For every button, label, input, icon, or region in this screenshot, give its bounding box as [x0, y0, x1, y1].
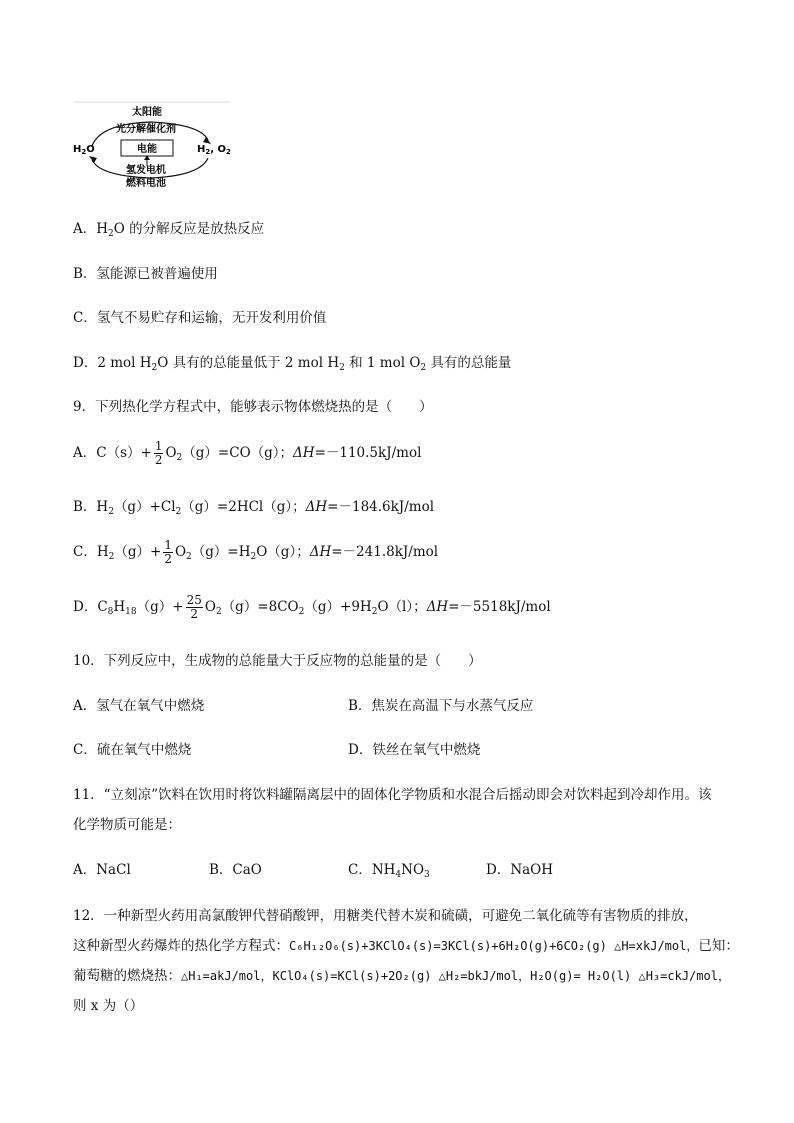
q11-option-c: C．$NH_4NO_3$ [348, 862, 430, 880]
energy-cycle-svg [70, 100, 240, 190]
q11-option-a: A．NaCl [73, 862, 131, 878]
q8-option-b: B．氢能源已被普遍使用 [73, 266, 218, 282]
q12-stem-line1: 12．一种新型火药用高氯酸钾代替硝酸钾，用糖类代替木炭和硫磺，可避免二氧化硫等有害物质的排放， [73, 908, 698, 924]
solar-label: 太阳能 [132, 107, 162, 118]
q11-stem-line1: 11．“立刻凉”饮料在饮用时将饮料罐隔离层中的固体化学物质和水混合后摇动即会对饮料起到冷却作用。该 [73, 787, 712, 803]
fraction: $\frac{1}{2}$ [164, 538, 172, 566]
q12-stem-line4: 则 x 为（） [73, 998, 144, 1014]
q9-stem: 9．下列热化学方程式中，能够表示物体燃烧热的是（ ） [73, 399, 433, 415]
q9-option-b: B．$H_2(g)+Cl_2(g)=2HCl(g)$；ΔH=－184.6kJ/mol [73, 499, 435, 517]
energy-cycle-diagram [70, 100, 240, 190]
q11-option-d: D．NaOH [486, 862, 554, 878]
q12-stem-line2: 这种新型火药爆炸的热化学方程式：C₆H₁₂O₆(s)+3KClO₄(s)=3KCl(s)+6H₂O(g)+6CO₂(g) △H=xkJ/mol，已知： [73, 938, 739, 954]
right-h2-o2-label: $H_2$, $O_2$ [197, 144, 231, 156]
q8-option-a: A．$H_2O$ 的分解反应是放热反应 [73, 221, 265, 239]
q9-option-c: C．$H_2(g)+$ $\frac{1}{2}$ $O_2(g)=H_2O(g)$；ΔH=－241.8kJ/mol [73, 538, 439, 566]
electricity-label: 电能 [137, 144, 157, 155]
fraction: $\frac{1}{2}$ [154, 439, 163, 467]
q8-option-c: C．氢气不易贮存和运输，无开发利用价值 [73, 310, 327, 326]
fuel-cell-label: 燃料电池 [126, 178, 166, 189]
q9-option-a: A．C（s）+ $\frac{1}{2}$ $O_2(g)=CO(g)$；ΔH=－110.5kJ/mol [73, 439, 422, 467]
q12-stem-line3: 葡萄糖的燃烧热：△H₁=akJ/mol，KClO₄(s)=KCl(s)+2O₂(g) △H₂=bkJ/mol，H₂O(g)= H₂O(l) △H₃=ckJ/mol， [73, 968, 730, 984]
q10-option-a: A．氢气在氧气中燃烧 [73, 698, 205, 714]
q10-option-b: B．焦炭在高温下与水蒸气反应 [348, 698, 534, 714]
q10-option-d: D．铁丝在氧气中燃烧 [348, 742, 481, 758]
q9-option-d: D．$C_8H_{18}(g)+$ $\frac{25}{2}$ $O_2(g)=8CO_2(g)+9H_2O(l)$；ΔH=－5518kJ/mol [73, 593, 551, 621]
left-h2o-label: $H_2O$ [73, 144, 95, 156]
q10-option-c: C．硫在氧气中燃烧 [73, 742, 192, 758]
fraction: $\frac{25}{2}$ [186, 593, 202, 621]
q8-option-d: D．2 mol $H_2O$ 具有的总能量低于 2 mol $H_2$ 和 1 mol $O_2$ 具有的总能量 [73, 355, 512, 373]
q11-stem-line2: 化学物质可能是： [73, 817, 181, 833]
q11-option-b: B．CaO [209, 862, 262, 878]
q10-stem: 10．下列反应中，生成物的总能量大于反应物的总能量的是（ ） [73, 653, 482, 669]
generator-label: 氢发电机 [126, 165, 166, 176]
catalyst-label: 光分解催化剂 [116, 124, 176, 135]
